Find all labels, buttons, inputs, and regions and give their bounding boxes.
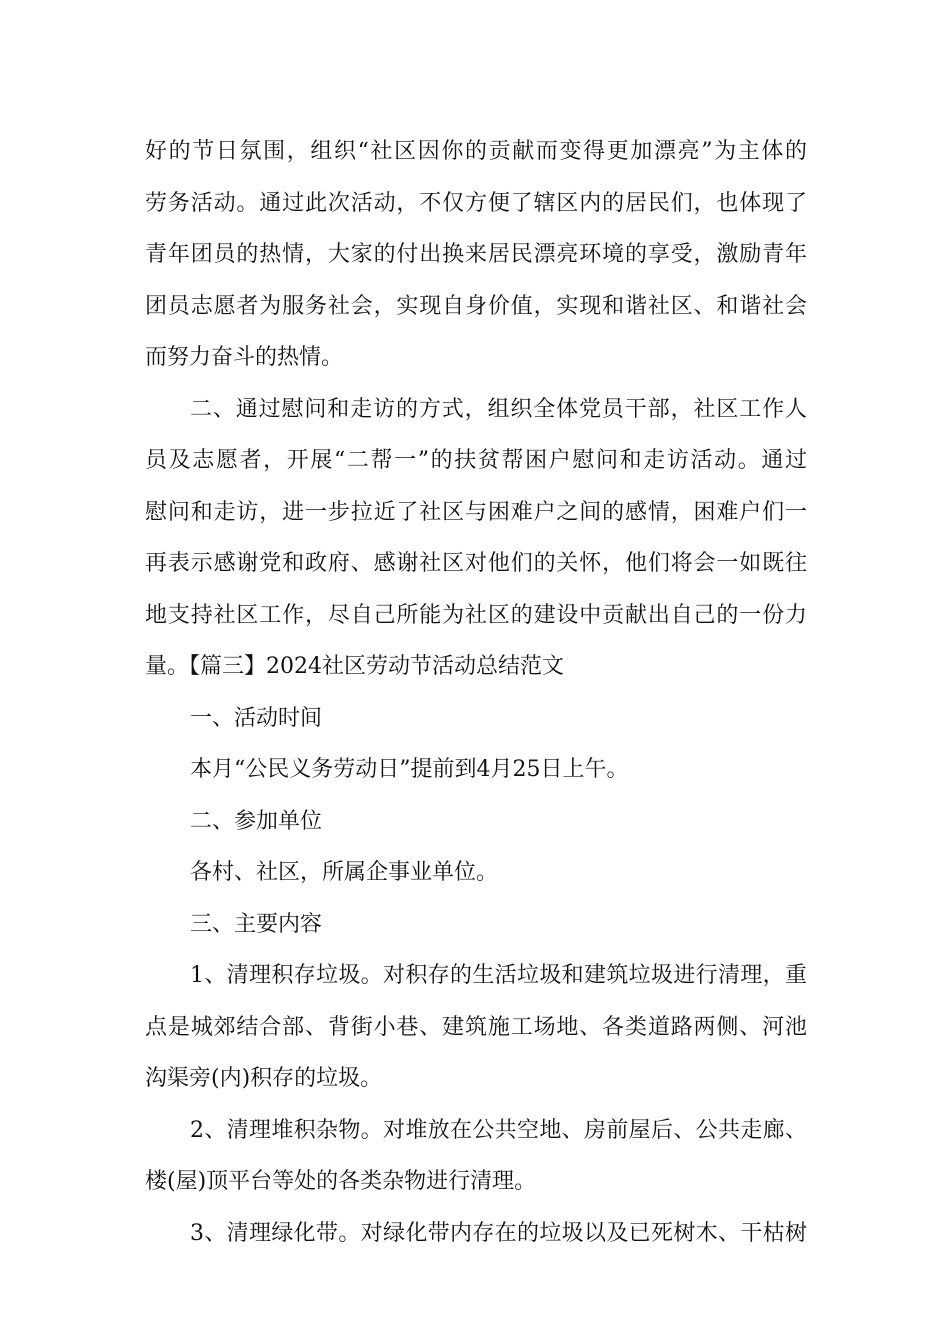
text-line-20: 2、清理堆积杂物。对堆放在公共空地、房前屋后、公共走廊、: [190, 1117, 807, 1143]
text-line-18: 点是城郊结合部、背街小巷、建筑施工场地、各类道路两侧、河池: [145, 1014, 807, 1040]
text-line-5: 而努力奋斗的热情。: [145, 345, 344, 370]
text-line-2: 劳务活动。通过此次活动，不仅方便了辖区内的居民们，也体现了: [145, 190, 807, 216]
section-heading-time: 一、活动时间: [190, 705, 323, 731]
text-line-10: 地支持社区工作，尽自己所能为社区的建设中贡献出自己的一份力: [145, 602, 807, 628]
section-heading-content: 三、主要内容: [190, 911, 323, 937]
text-line-13: 本月“公民义务劳动日”提前到4月25日上午。: [190, 757, 629, 782]
text-line-19: 沟渠旁(内)积存的垃圾。: [145, 1066, 383, 1091]
text-line-22: 3、清理绿化带。对绿化带内存在的垃圾以及已死树木、干枯树: [190, 1220, 807, 1246]
text-line-21: 楼(屋)顶平台等处的各类杂物进行清理。: [145, 1169, 537, 1194]
text-line-15: 各村、社区，所属企事业单位。: [190, 860, 499, 885]
document-body: [145, 126, 807, 1259]
text-line-11: 量。【篇三】2024社区劳动节活动总结范文: [145, 654, 564, 679]
text-line-1: 好的节日氛围，组织“社区因你的贡献而变得更加漂亮”为主体的: [145, 139, 807, 164]
text-line-3: 青年团员的热情，大家的付出换来居民漂亮环境的享受，激励青年: [145, 242, 807, 267]
text-line-17: 1、清理积存垃圾。对积存的生活垃圾和建筑垃圾进行清理，重: [190, 963, 807, 988]
text-line-7: 员及志愿者，开展“二帮一”的扶贫帮困户慰问和走访活动。通过: [145, 448, 807, 473]
text-line-4: 团员志愿者为服务社会，实现自身价值，实现和谐社区、和谐社会: [145, 293, 807, 319]
text-line-6: 二、通过慰问和走访的方式，组织全体党员干部，社区工作人: [190, 396, 807, 422]
section-heading-units: 二、参加单位: [190, 808, 323, 834]
text-line-8: 慰问和走访，进一步拉近了社区与困难户之间的感情，困难户们一: [145, 499, 807, 525]
text-line-9: 再表示感谢党和政府、感谢社区对他们的关怀，他们将会一如既往: [145, 551, 807, 576]
